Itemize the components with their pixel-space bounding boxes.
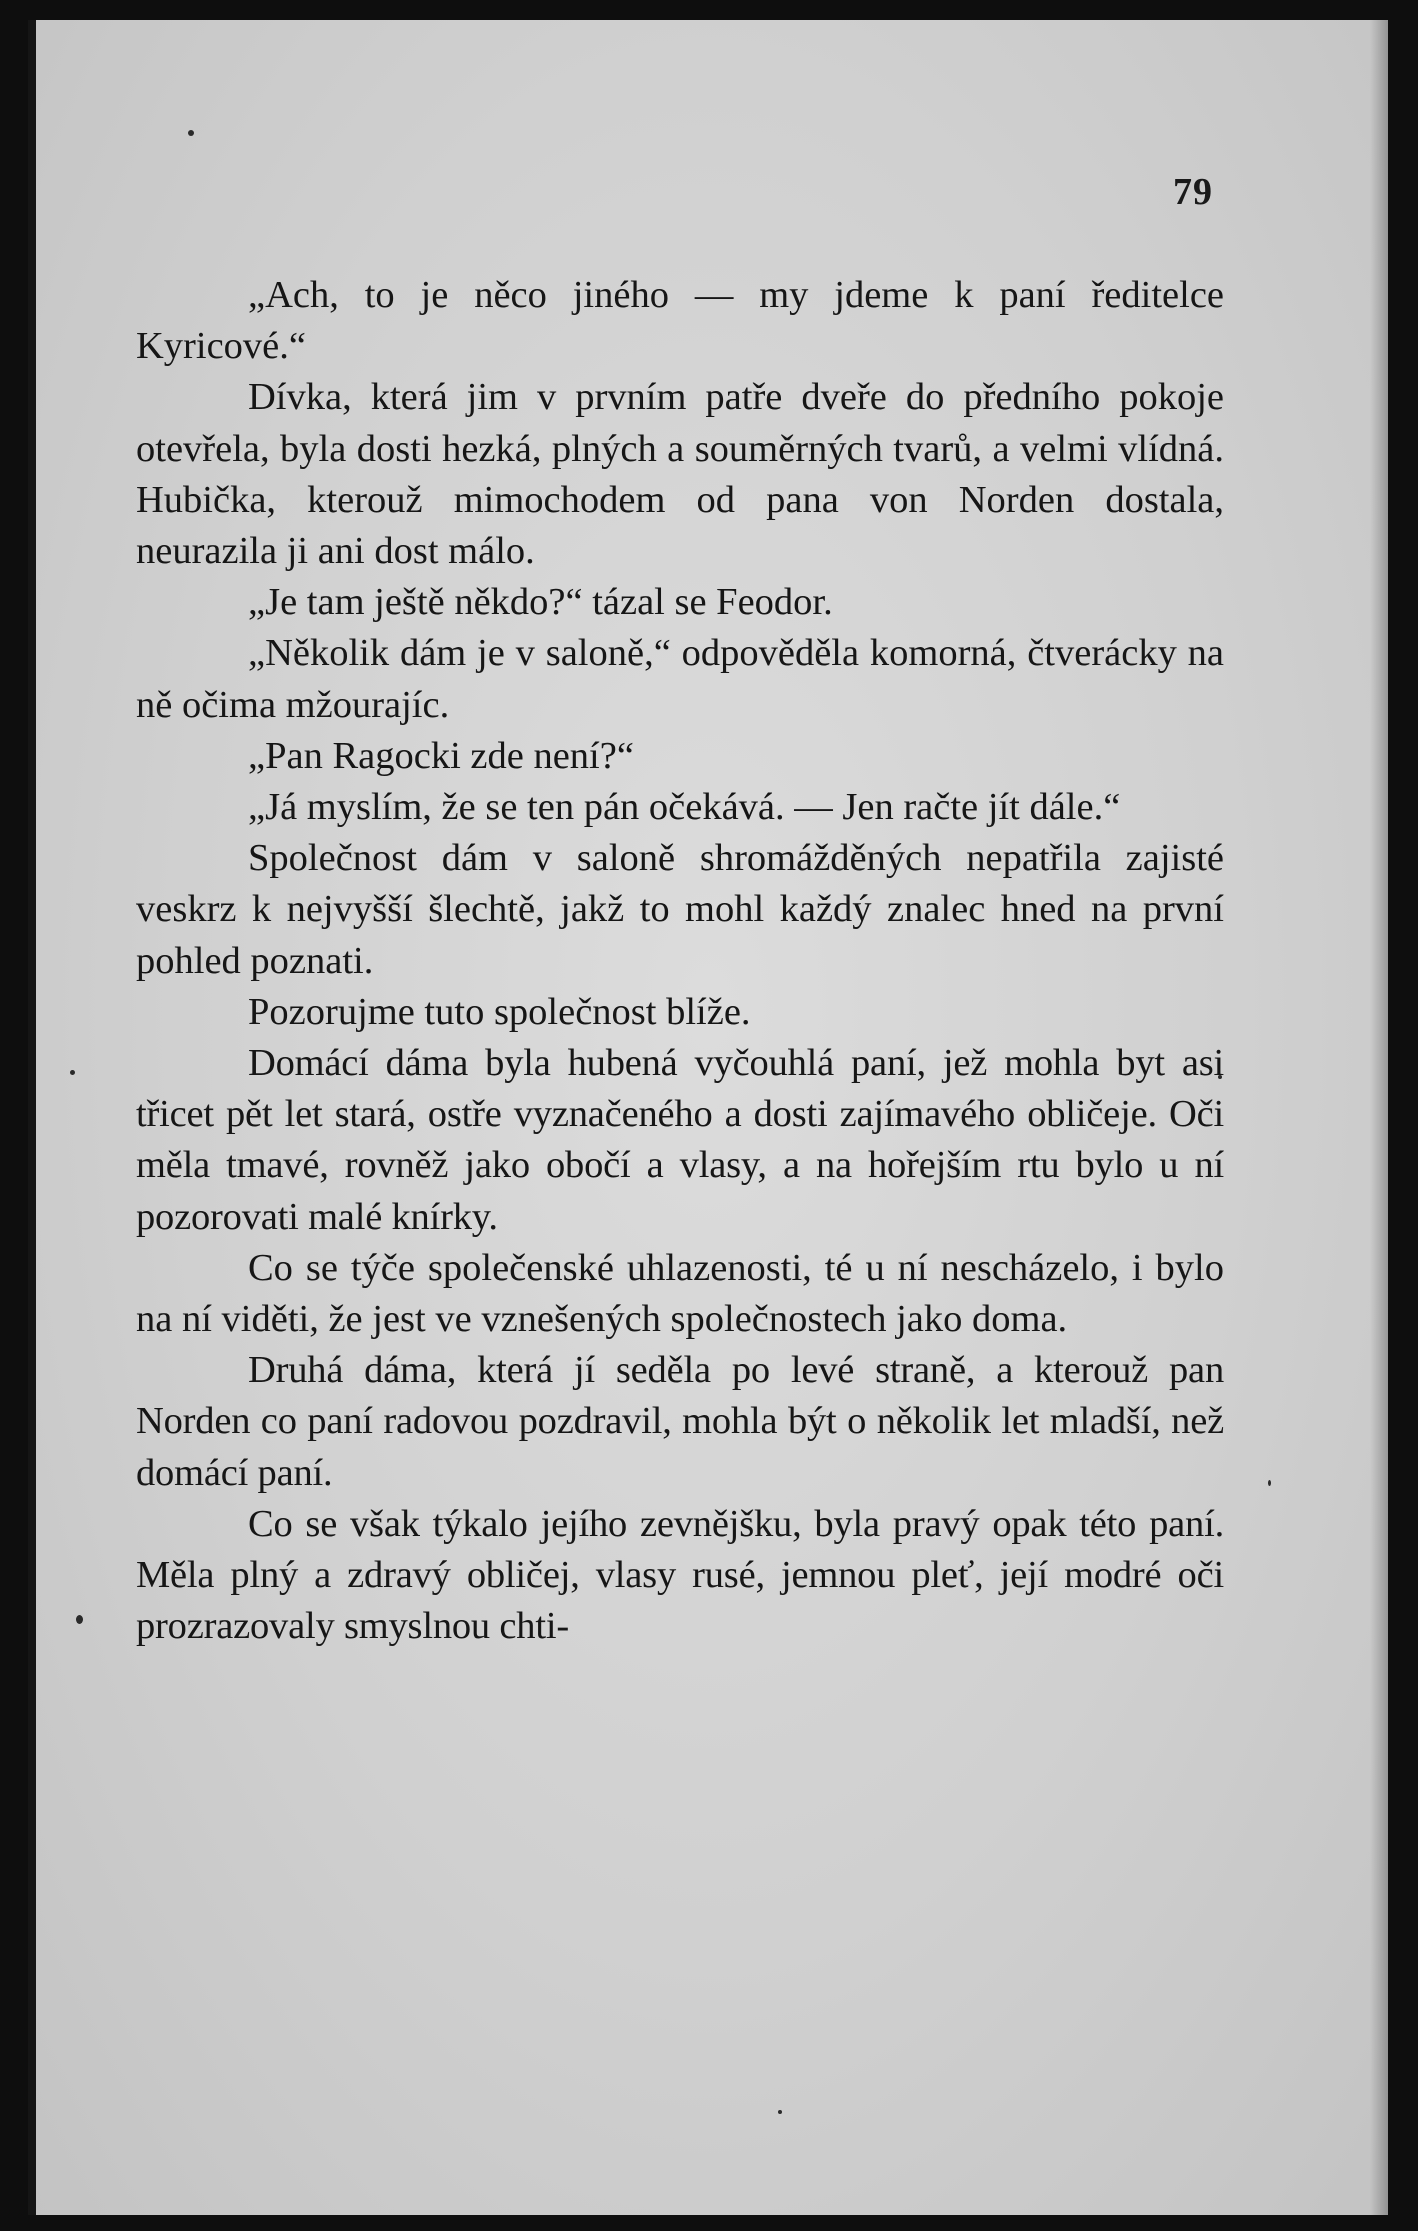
paper-speck (1268, 1480, 1271, 1486)
paragraph: „Ach, to je něco jiného — my jdeme k paní ředitelce Kyricové.“ (136, 274, 1224, 368)
paper-speck (188, 130, 194, 136)
scanned-page (28, 20, 1388, 2215)
paper-speck (70, 1070, 75, 1075)
paragraph: Co se týče společenské uhlazenosti, té u ní nescházelo, i bylo na ní viděti, že jest ve vznešených společnostech jako doma. (136, 1246, 1224, 1341)
binding-gutter (28, 20, 36, 2215)
paragraph: Společnost dám v saloně shromážděných nepatřila zajisté veskrz k nejvyšší šlechtě, jakž to mohl každý znalec hned na první pohled poznati. (136, 837, 1224, 982)
paper-speck (76, 1615, 83, 1624)
paragraph: Pozorujme tuto společnost blíže. (248, 990, 751, 1033)
paper-speck (778, 2110, 782, 2114)
paragraph: Co se však týkalo jejího zevnějšku, byla pravý opak této paní. Měla plný a zdravý obličej, vlasy rusé, jemnou pleť, její modré oči prozrazovaly smyslnou chti- (136, 1502, 1224, 1648)
paragraph: „Je tam ještě někdo?“ tázal se Feodor. (248, 581, 833, 624)
paragraph: „Já myslím, že se ten pán očekává. — Jen račte jít dále.“ (248, 786, 1121, 829)
paragraph: Dívka, která jim v prvním patře dveře do předního pokoje otevřela, byla dosti hezká, plných a souměrných tvarů, a velmi vlídná. Hubička, kterouž mimochodem od pana von Norden dostala, neurazila ji ani dost málo. (136, 376, 1224, 573)
paragraph: „Pan Ragocki zde není?“ (248, 734, 634, 777)
text-body (136, 270, 1224, 1652)
page-edge-shadow (1370, 20, 1388, 2215)
paragraph: „Několik dám je v saloně,“ odpověděla komorná, čtverácky na ně očima mžourajíc. (136, 632, 1224, 726)
paragraph: Druhá dáma, která jí seděla po levé straně, a kterouž pan Norden co paní radovou pozdravil, mohla být o několik let mladší, než domácí paní. (136, 1349, 1224, 1494)
paragraph: Domácí dáma byla hubená vyčouhlá paní, jež mohla byt asi třicet pět let stará, ostře vyznačeného a dosti zajímavého obličeje. Oči měla tmavé, rovněž jako obočí a vlasy, a na hořejším rtu bylo u ní pozorovati malé knírky. (136, 1042, 1224, 1238)
page-number: 79 (1173, 171, 1213, 213)
